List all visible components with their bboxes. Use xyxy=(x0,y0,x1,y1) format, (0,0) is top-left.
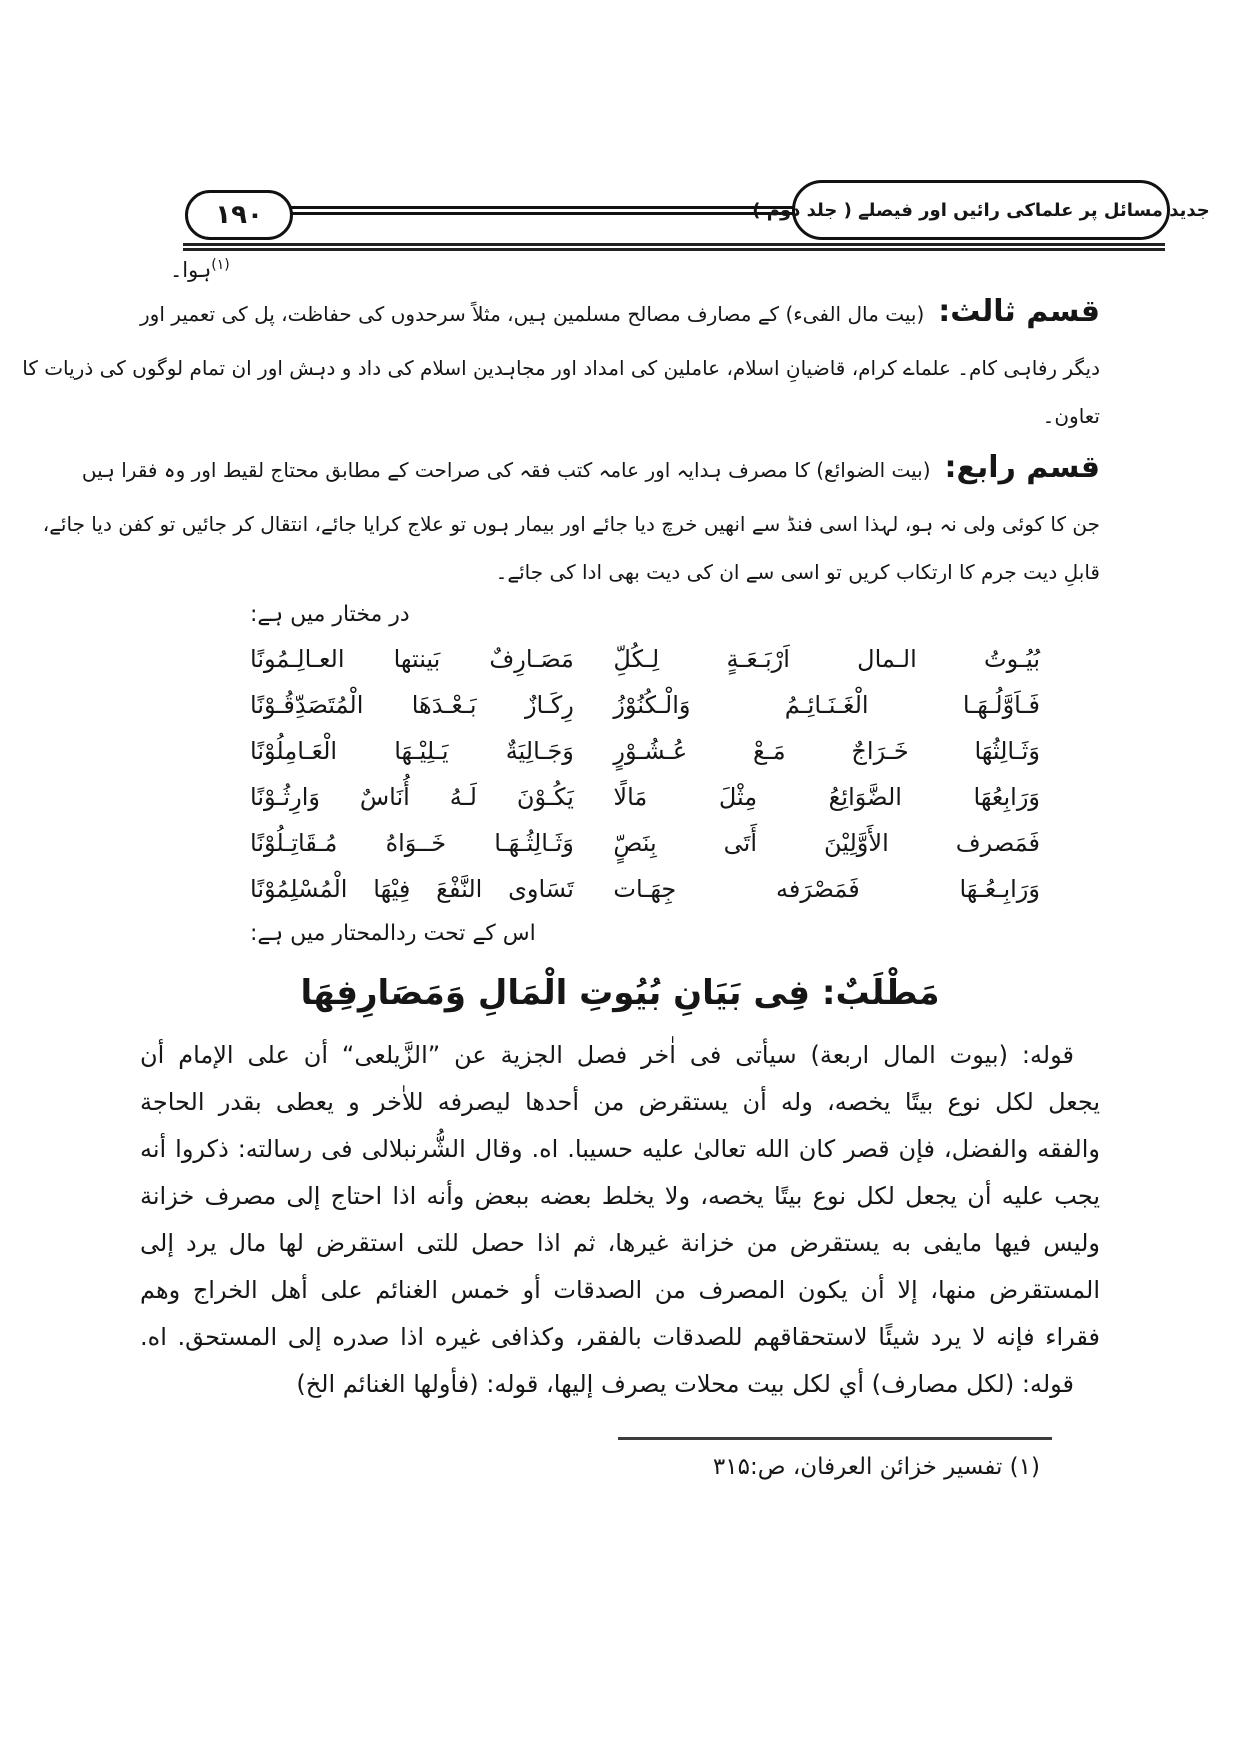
section-third-paragraph xyxy=(22,284,1100,440)
page-content xyxy=(22,248,1100,1408)
matlab-heading: مَطْلَبٌ: فِی بَیَانِ بُیُوتِ الْمَالِ وَمَصَارِفِهَا xyxy=(300,973,940,1013)
commentary-second-paragraph: قوله: (لكل مصارف) أي لكل بيت محلات يصرف إليها، قوله: (فأولها الغنائم الخ) xyxy=(296,1370,1074,1398)
hemistich-left: مَصَـارِفٌ بَينتها العـالِـمُونًا xyxy=(250,645,574,673)
commentary-line: فقراء فإنه لا يرد شيئًا لاستحقاقهم للصدقات بالفقر، وكذافى غيره اذا صدره إلى المستحق. اه. xyxy=(140,1323,1100,1351)
hemistich-right: وَرَابِعُهَا الضَّوَائِعُ مِثْلَ مَالًا xyxy=(613,783,1040,811)
continuation-word: $^{(۱)}$ہوا۔ xyxy=(170,257,230,282)
paragraph-line: قابلِ دیت جرم کا ارتکاب کریں تو اسی سے ان کی دیت بھی ادا کی جائے۔ xyxy=(495,560,1100,584)
hemistich-left: رِكَـازٌ بَـعْـدَهَا الْمُتَصَدِّقُـوْنًا xyxy=(250,691,574,719)
paragraph-line: جن کا کوئی ولی نہ ہو، لہذا اسی فنڈ سے انھیں خرچ دیا جائے اور بیمار ہوں تو علاج کرایا جائے، انتقال کر جائیں تو کفن دیا جائے، xyxy=(42,512,1100,536)
radd-ul-muhtar-intro: اس کے تحت ردالمحتار میں ہے: xyxy=(250,921,536,946)
footnote-ref: (۱) xyxy=(211,257,230,273)
page-number: ۱۹۰ xyxy=(215,200,263,230)
header-connector-rule xyxy=(288,206,796,215)
section-fourth-heading: قسم رابع: xyxy=(944,450,1100,485)
footnote-divider xyxy=(618,1437,1052,1440)
poem-couplet xyxy=(250,682,1040,728)
commentary-line: وليس فيها مايفى به يستقرض من خزانة غيرها، ثم اذا حصل للتى استقرض لها مال يرد إلى xyxy=(140,1229,1100,1257)
section-third-heading: قسم ثالث: xyxy=(938,294,1100,329)
commentary-line: المستقرض منها، إلا أن يكون المصرف من الصدقات أو خمس الغنائم على أهل الخراج وهم xyxy=(140,1276,1100,1304)
page-number-badge xyxy=(185,190,293,240)
hemistich-right: فَـاَوَّلُـهَـا الْغَـنَـائِـمُ وَالْـكُنُوْزُ xyxy=(613,691,1040,719)
hemistich-right: بُيُـوتُ الـمال اَرْبَـعَـةٍ لِـكُلِّ xyxy=(613,645,1040,673)
book-title-badge xyxy=(752,180,1210,240)
hemistich-left: يَكُـوْنَ لَـهُ أُنَاسٌ وَارِثُـوْنًا xyxy=(250,783,574,811)
book-title: جدید مسائل پر علماکی رائیں اور فیصلے ( جلد دوم ) xyxy=(752,199,1210,221)
poem-couplet xyxy=(250,866,1040,912)
hemistich-left: تَسَاوى النَّفْعَ فِيْهَا الْمُسْلِمُوْنًا xyxy=(250,875,574,903)
poem-couplet xyxy=(250,636,1040,682)
hemistich-right: وَثَـالِثُهَا خَـرَاجٌ مَـعْ عُـشُـوْرٍ xyxy=(613,737,1040,765)
commentary-line: يجعل لكل نوع بيتًا يخصه، وله أن يستقرض من أحدها ليصرفه للاٰخر و يعطى بقدر الحاجة xyxy=(140,1088,1100,1116)
poem-couplet xyxy=(250,820,1040,866)
hemistich-left: وَثَـالِثُـهَـا خَــوَاهُ مُـقَاتِـلُوْنًا xyxy=(250,829,574,857)
durr-mukhtar-intro: در مختار میں ہے: xyxy=(250,602,410,627)
poem-couplet xyxy=(250,728,1040,774)
paragraph-line: قسم رابع:(بیت الضوائع) کا مصرف ہدایہ اور عامہ کتب فقہ کی صراحت کے مطابق محتاج لقیط اور وہ فقرا ہیں xyxy=(81,450,1100,485)
poem-couplet xyxy=(250,774,1040,820)
arabic-poem xyxy=(250,636,1040,912)
commentary-line: قوله: (بيوت المال اربعة) سيأتى فى اٰخر فصل الجزية عن ”الزَّيلعى“ أن على الإمام أن xyxy=(140,1041,1074,1069)
section-fourth-paragraph xyxy=(42,440,1100,596)
commentary-line: يجب عليه أن يجعل لكل نوع بيتًا يخصه، ولا يخلط بعضه ببعض وأنه اذا احتاج إلى مصرف خزانة xyxy=(140,1182,1100,1210)
hemistich-left: وَجَـالِيَةٌ يَـلِيْـهَا الْعَـامِلُوْنًا xyxy=(250,737,574,765)
hemistich-right: فَمَصرف الأَوَّلِيْنَ أَتَى بِنَصٍّ xyxy=(613,829,1040,857)
commentary-line: والفقه والفضل، فإن قصر كان الله تعالىٰ عليه حسيبا. اه. وقال الشُّرنبلالى فى رسالته: ذكروا أنه xyxy=(140,1135,1100,1163)
paragraph-line: تعاون۔ xyxy=(1042,404,1100,428)
paragraph-line: قسم ثالث:(بیت مال الفیء) کے مصارف مصالح مسلمین ہیں، مثلاً سرحدوں کی حفاظت، پل کی تعمیر اور xyxy=(140,294,1100,329)
hemistich-right: وَرَابِـعُـهَا فَمَصْرَفه جِهَـات xyxy=(613,875,1040,903)
arabic-commentary-paragraph xyxy=(140,1032,1100,1408)
paragraph-line: دیگر رفاہی کام۔ علماے کرام، قاضیانِ اسلام، عاملین کی امداد اور مجاہدین اسلام کی داد و دہش اور ان تمام لوگوں کی ذریات کا xyxy=(22,356,1100,380)
footnote-text: (۱) تفسیر خزائن العرفان، ص:۳۱۵ xyxy=(712,1454,1040,1480)
